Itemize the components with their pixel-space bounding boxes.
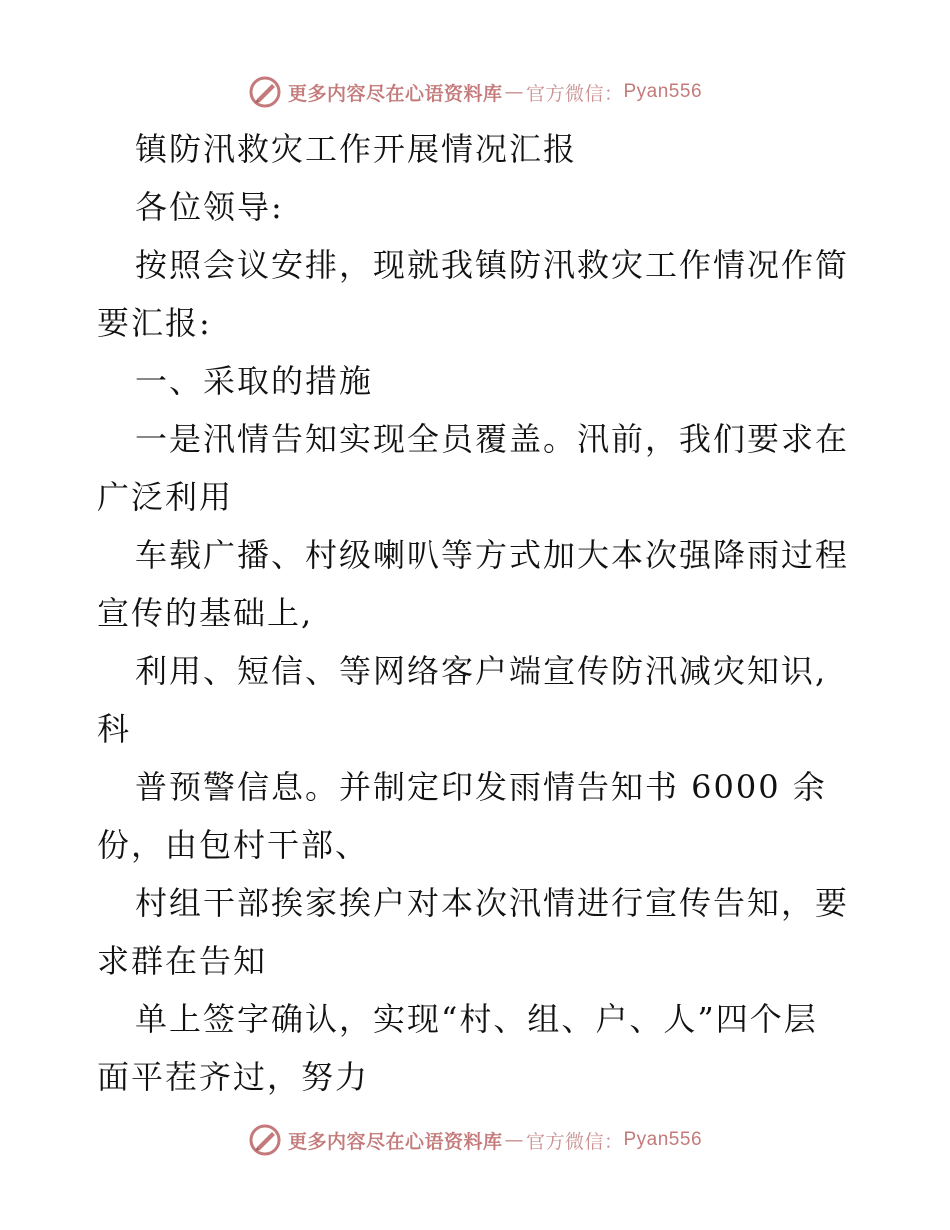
watermark-sub-text: 官方微信： xyxy=(525,1130,624,1153)
document-line: 面平茬齐过，努力 xyxy=(97,1058,370,1096)
pen-logo-icon xyxy=(248,75,282,109)
document-line: 求群在告知 xyxy=(97,942,268,980)
footer-watermark xyxy=(0,1120,950,1160)
document-line: 单上签字确认，实现“村、组、户、人”四个层 xyxy=(135,1000,818,1038)
document-line: 利用、短信、等网络客户端宣传防汛减灾知识, xyxy=(135,652,828,690)
document-line: 按照会议安排，现就我镇防汛救灾工作情况作简 xyxy=(135,246,850,284)
document-body xyxy=(97,120,857,1106)
watermark-id: Pyan556 xyxy=(623,81,703,102)
document-line: 科 xyxy=(97,710,132,748)
watermark-sub-text: 官方微信： xyxy=(525,82,624,105)
document-line: 一是汛情告知实现全员覆盖。汛前，我们要求在 xyxy=(135,420,850,458)
document-line: 份，由包村干部、 xyxy=(97,826,370,864)
document-line: 各位领导: xyxy=(135,188,284,226)
document-line: 车载广播、村级喇叭等方式加大本次强降雨过程 xyxy=(135,536,850,574)
document-line: 普预警信息。并制定印发雨情告知书 6000 余 xyxy=(135,768,827,806)
document-line: 镇防汛救灾工作开展情况汇报 xyxy=(135,130,578,168)
document-line: 一、采取的措施 xyxy=(135,362,374,400)
pen-logo-icon xyxy=(248,1123,282,1157)
watermark-main-text: 更多内容尽在心语资料库 xyxy=(287,1130,503,1153)
header-watermark xyxy=(0,72,950,112)
document-line: 村组干部挨家挨户对本次汛情进行宣传告知，要 xyxy=(135,884,850,922)
watermark-main-text: 更多内容尽在心语资料库 xyxy=(287,82,503,105)
document-line: 宣传的基础上, xyxy=(97,594,314,632)
document-line: 广泛利用 xyxy=(97,478,234,516)
watermark-id: Pyan556 xyxy=(623,1129,703,1150)
watermark-separator: — xyxy=(504,81,524,103)
document-line: 要汇报: xyxy=(97,304,212,342)
watermark-separator: — xyxy=(504,1129,524,1151)
